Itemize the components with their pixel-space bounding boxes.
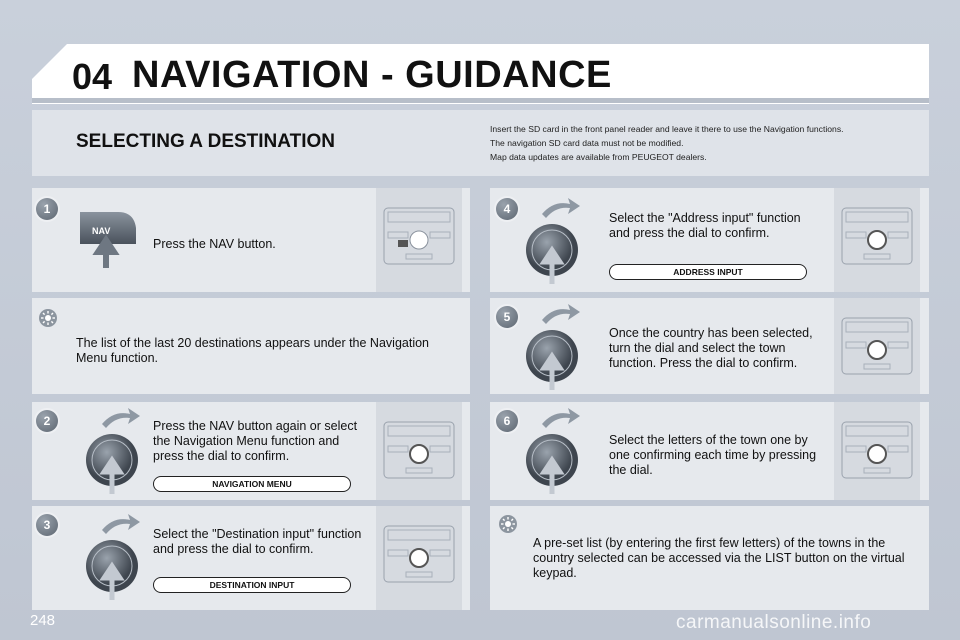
nav-button-icon bbox=[78, 210, 144, 272]
rotary-dial-icon bbox=[524, 408, 584, 499]
tip-2-text: A pre-set list (by entering the first few letters) of the towns in the country selected can be accessed via the LIST button on the virtual keypad. bbox=[533, 536, 905, 580]
section-title: SELECTING A DESTINATION bbox=[76, 131, 335, 152]
step-1-text: Press the NAV button. bbox=[153, 237, 276, 251]
step-2-text: Press the NAV button again or select the Navigation Menu function and press the dial to confirm. bbox=[153, 419, 358, 463]
step-1-badge: 1 bbox=[36, 198, 58, 220]
rotary-dial-icon bbox=[84, 514, 144, 605]
rotary-dial-icon bbox=[524, 198, 584, 289]
rotary-dial-icon bbox=[84, 408, 144, 499]
radio-panel-icon bbox=[834, 188, 920, 292]
step-4-text: Select the "Address input" function and press the dial to confirm. bbox=[609, 211, 801, 240]
intro-line: Insert the SD card in the front panel reader and leave it there to use the Navigation functions. bbox=[490, 124, 844, 134]
navigation-menu-label: NAVIGATION MENU bbox=[153, 476, 351, 492]
header-stripe bbox=[32, 98, 929, 103]
step-5-badge: 5 bbox=[496, 306, 518, 328]
step-2-badge: 2 bbox=[36, 410, 58, 432]
sun-tip-icon bbox=[498, 514, 518, 534]
page-number: 248 bbox=[30, 612, 56, 629]
step-3-badge: 3 bbox=[36, 514, 58, 536]
intro-line: Map data updates are available from PEUGEOT dealers. bbox=[490, 152, 707, 162]
rotary-dial-icon bbox=[524, 304, 584, 395]
step-4-badge: 4 bbox=[496, 198, 518, 220]
svg-text:NAV: NAV bbox=[92, 226, 111, 236]
intro-text bbox=[490, 122, 910, 164]
address-input-label: ADDRESS INPUT bbox=[609, 264, 807, 280]
intro-line: The navigation SD card data must not be modified. bbox=[490, 138, 684, 148]
destination-input-label: DESTINATION INPUT bbox=[153, 577, 351, 593]
page-title: NAVIGATION - GUIDANCE bbox=[132, 54, 612, 96]
radio-panel-icon bbox=[376, 402, 462, 500]
radio-panel-icon bbox=[376, 188, 462, 292]
step-3-text: Select the "Destination input" function and press the dial to confirm. bbox=[153, 527, 362, 556]
watermark: carmanualsonline.info bbox=[676, 612, 872, 633]
step-6-badge: 6 bbox=[496, 410, 518, 432]
tip-1-text: The list of the last 20 destinations appears under the Navigation Menu function. bbox=[76, 336, 429, 365]
radio-panel-icon bbox=[376, 506, 462, 610]
chapter-number: 04 bbox=[72, 56, 113, 97]
sun-tip-icon bbox=[38, 308, 58, 328]
step-5-text: Once the country has been selected, turn the dial and select the town function. Press the dial to confirm. bbox=[609, 326, 813, 370]
radio-panel-icon bbox=[834, 298, 920, 394]
step-6-text: Select the letters of the town one by one confirming each time by pressing the dial. bbox=[609, 433, 817, 477]
radio-panel-icon bbox=[834, 402, 920, 500]
